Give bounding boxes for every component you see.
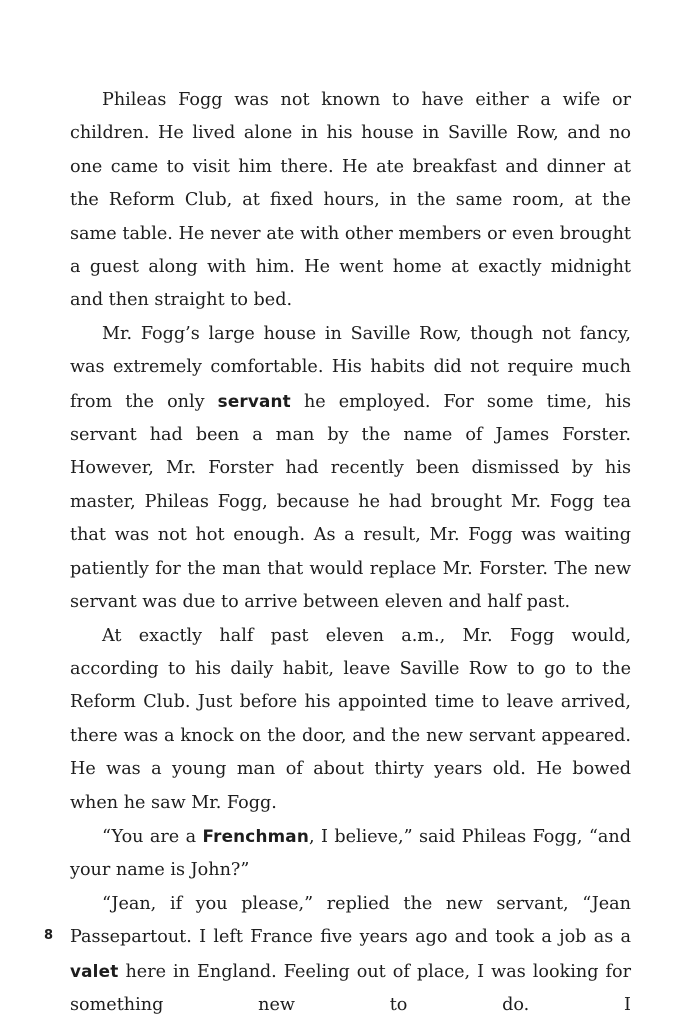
text-segment: Mr. Fogg’s large house in Saville Row, though not fancy, was extremely comfortable. His habits did not require much from the only — [70, 323, 631, 412]
paragraph — [70, 620, 631, 820]
vocabulary-word: Frenchman — [202, 825, 309, 846]
text-segment: , I believe,” said Phileas Fogg, “and your name is John?” — [70, 826, 632, 881]
paragraph — [70, 820, 631, 888]
text-segment: here in England. Feeling out of place, I was looking for something new to do. I — [70, 961, 631, 1015]
body-text — [70, 84, 631, 1022]
text-segment: At exactly half past eleven a.m., Mr. Fogg would, according to his daily habit, leave Saville Row to go to the Reform Club. Just before his appointed time to leave arrived, there was a knock on the door, and the new servant appeared. He was a young man of about thirty years old. He bowed when he saw Mr. Fogg. — [70, 625, 631, 813]
text-segment: “You are a — [102, 826, 203, 847]
paragraph — [70, 888, 631, 1022]
text-segment: “Jean, if you please,” replied the new servant, “Jean Passepartout. I left France five years ago and took a job as a — [70, 893, 631, 948]
vocabulary-word: valet — [70, 960, 119, 981]
paragraph — [70, 84, 631, 318]
paragraph — [70, 318, 631, 620]
text-segment: he employed. For some time, his servant had been a man by the name of James Forster. However, Mr. Forster had recently been dismissed by his master, Phileas Fogg, because he had brought Mr. Fogg tea that was not hot enough. As a result, Mr. Fogg was waiting patiently for the man that would replace Mr. Forster. The new servant was due to arrive between eleven and half past. — [70, 391, 631, 613]
page-number: 8 — [44, 928, 54, 943]
text-segment: Phileas Fogg was not known to have either a wife or children. He lived alone in his house in Saville Row, and no one came to visit him there. He ate breakfast and dinner at the Reform Club, at fixed hours, in the same room, at the same table. He never ate with other members or even brought a guest along with him. He went home at exactly midnight and then straight to bed. — [70, 90, 631, 311]
vocabulary-word: servant — [217, 390, 291, 411]
